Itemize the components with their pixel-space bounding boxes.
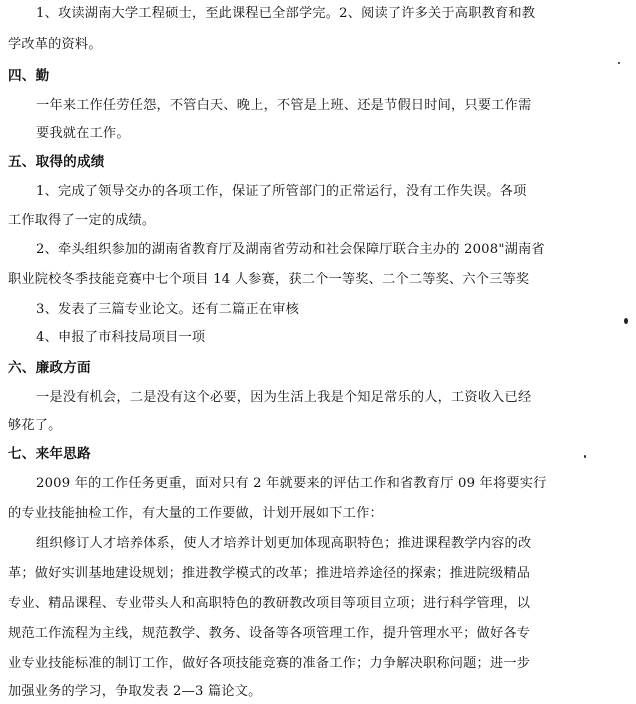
paragraph-line: 专业、精品课程、专业带头人和高职特色的教研教改项目等项目立项；进行科学管理，以 xyxy=(8,596,531,611)
paragraph-line: 业专业技能标准的制订工作，做好各项技能竞赛的准备工作；力争解决职称问题；进一步 xyxy=(8,656,531,671)
paragraph-line: 的专业技能抽检工作，有大量的工作要做，计划开展如下工作： xyxy=(8,506,383,521)
paragraph-line: 要我就在工作。 xyxy=(36,126,130,141)
paragraph-line: 加强业务的学习，争取发表 2—3 篇论文。 xyxy=(8,684,262,699)
paragraph-line: 学改革的资料。 xyxy=(8,37,102,52)
paragraph-line: 2009 年的工作任务更重，面对只有 2 年就要来的评估工作和省教育厅 09 年将要实行 xyxy=(36,476,547,491)
section-heading: 六、廉政方面 xyxy=(8,360,91,376)
paragraph-line: 够花了。 xyxy=(8,418,62,433)
scan-speck xyxy=(618,62,620,64)
paragraph-line: 2、牵头组织参加的湖南省教育厅及湖南省劳动和社会保障厅联合主办的 2008"湖南省 xyxy=(36,242,545,257)
scan-speck xyxy=(624,318,628,324)
paragraph-line: 规范工作流程为主线，规范教学、教务、设备等各项管理工作，提升管理水平；做好各专 xyxy=(8,626,531,641)
section-heading: 七、来年思路 xyxy=(8,446,91,462)
section-heading: 五、取得的成绩 xyxy=(8,154,105,170)
paragraph-line: 1、完成了领导交办的各项工作，保证了所管部门的正常运行，没有工作失误。各项 xyxy=(36,184,527,199)
paragraph-line: 3、发表了三篇专业论文。还有二篇正在审核 xyxy=(36,302,299,317)
section-heading: 四、勤 xyxy=(8,68,50,84)
scan-speck xyxy=(584,455,586,458)
paragraph-line: 1、攻读湖南大学工程硕士，至此课程已全部学完。2、阅读了许多关于高职教育和教 xyxy=(36,6,536,21)
paragraph-line: 一年来工作任劳任怨，不管白天、晚上，不管是上班、还是节假日时间，只要工作需 xyxy=(36,98,532,113)
paragraph-line: 职业院校冬季技能竞赛中七个项目 14 人参赛，获二个一等奖、二个二等奖、六个三等奖 xyxy=(8,272,530,287)
paragraph-line: 组织修订人才培养体系，使人才培养计划更加体现高职特色；推进课程教学内容的改 xyxy=(36,536,532,551)
paragraph-line: 工作取得了一定的成绩。 xyxy=(8,213,156,228)
paragraph-line: 4、申报了市科技局项目一项 xyxy=(36,330,206,345)
paragraph-line: 革；做好实训基地建设规划；推进教学模式的改革；推进培养途径的探索；推进院级精品 xyxy=(8,566,531,581)
paragraph-line: 一是没有机会，二是没有这个必要，因为生活上我是个知足常乐的人，工资收入已经 xyxy=(36,390,532,405)
